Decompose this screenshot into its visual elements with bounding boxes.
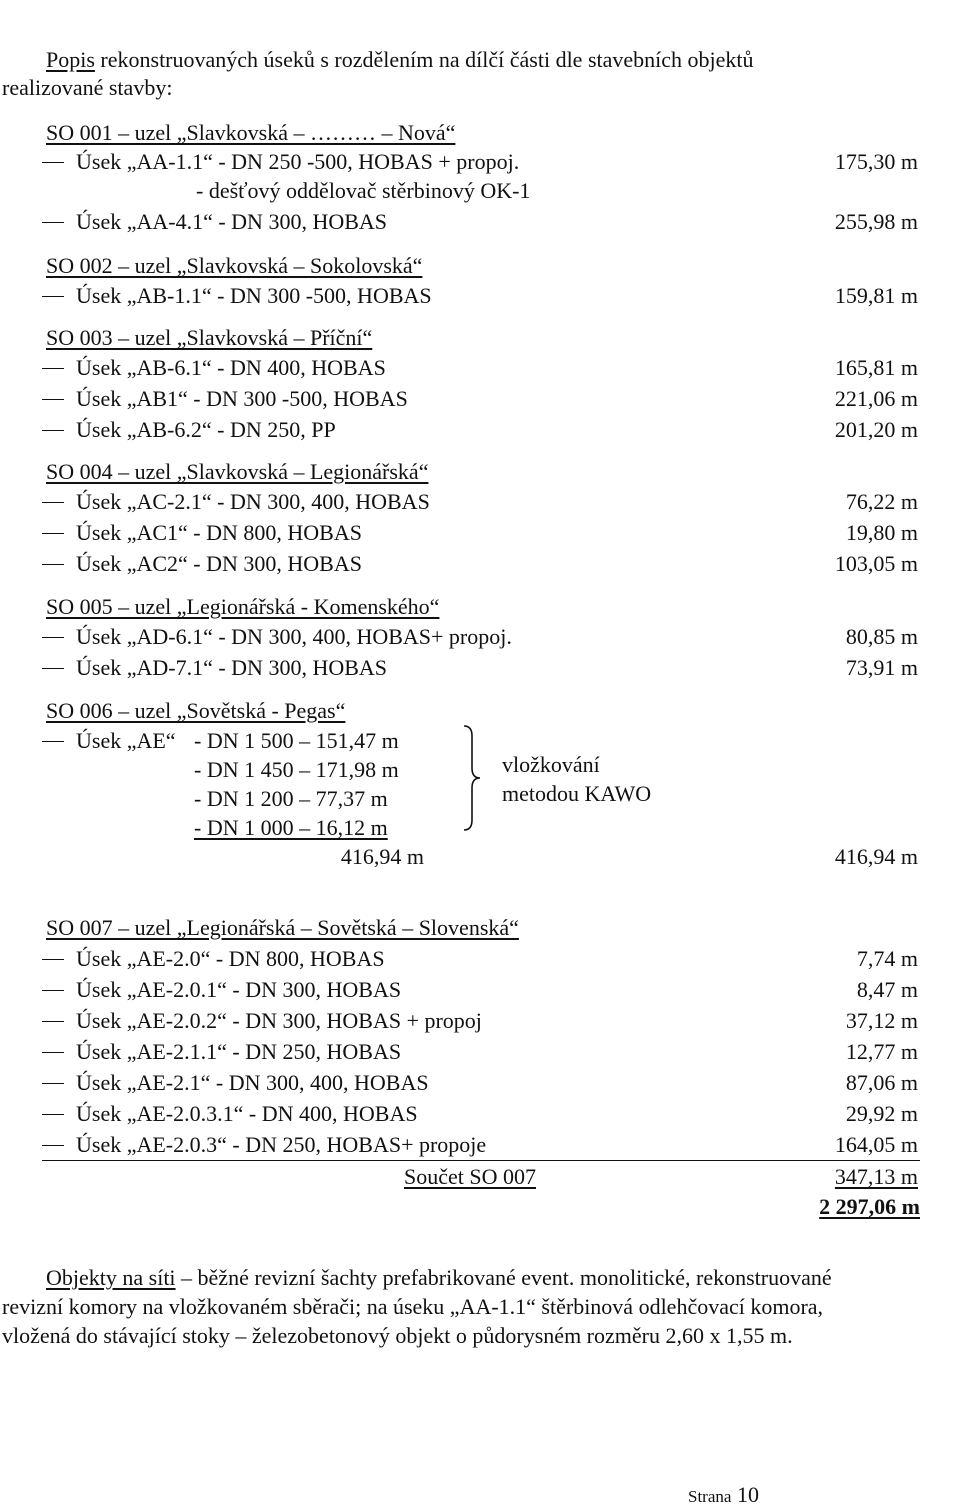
objects-line-1 bbox=[46, 1265, 832, 1291]
bullet-dash bbox=[42, 296, 64, 297]
so007-row-1-label: Úsek „AE-2.0“ - DN 800, HOBAS bbox=[76, 946, 385, 971]
so006-note-line-2: metodou KAWO bbox=[502, 781, 652, 806]
bullet-dash bbox=[42, 1052, 64, 1053]
so006-sub-row-3: - DN 1 200 – 77,37 m bbox=[194, 786, 388, 811]
objects-line-3: vložená do stávající stoky – železobetonový objekt o půdorysném rozměru 2,60 x 1,55 m. bbox=[2, 1323, 793, 1348]
so005-row-1-label: Úsek „AD-6.1“ - DN 300, 400, HOBAS+ propoj. bbox=[76, 624, 512, 649]
so001-heading: SO 001 – uzel „Slavkovská – ……… – Nová“ bbox=[46, 120, 456, 145]
bullet-dash bbox=[42, 430, 64, 431]
so005-row-2-length: 73,91 m bbox=[845, 655, 918, 680]
intro-link-word[interactable]: Popis bbox=[46, 47, 95, 72]
so004-heading: SO 004 – uzel „Slavkovská – Legionářská“ bbox=[46, 459, 429, 484]
page-label: Strana bbox=[688, 1487, 732, 1506]
so004-row-1-label: Úsek „AC-2.1“ - DN 300, 400, HOBAS bbox=[76, 489, 430, 514]
so007-sum-label: Součet SO 007 bbox=[404, 1164, 536, 1189]
so004-row-2-length: 19,80 m bbox=[845, 520, 918, 545]
so007-row-2-length: 8,47 m bbox=[856, 977, 918, 1002]
so005-row-2-label: Úsek „AD-7.1“ - DN 300, HOBAS bbox=[76, 655, 388, 680]
so007-row-1-length: 7,74 m bbox=[856, 946, 918, 971]
so004-row-3-label: Úsek „AC2“ - DN 300, HOBAS bbox=[76, 551, 362, 576]
objects-line-2: revizní komory na vložkovaném sběrači; na úseku „AA-1.1“ štěrbinová odlehčovací komora, bbox=[2, 1294, 824, 1319]
intro-line-2: realizované stavby: bbox=[2, 75, 173, 100]
divider bbox=[42, 1160, 920, 1161]
bullet-dash bbox=[42, 502, 64, 503]
so003-row-2-label: Úsek „AB1“ - DN 300 -500, HOBAS bbox=[76, 386, 408, 411]
bullet-dash bbox=[42, 637, 64, 638]
so006-section-prefix: Úsek „AE“ bbox=[76, 728, 176, 753]
so007-row-5-label: Úsek „AE-2.1“ - DN 300, 400, HOBAS bbox=[76, 1070, 429, 1095]
so006-sub-row-2: - DN 1 450 – 171,98 m bbox=[194, 757, 399, 782]
bullet-dash bbox=[42, 1083, 64, 1084]
so007-heading: SO 007 – uzel „Legionářská – Sovětská – Slovenská“ bbox=[46, 915, 519, 940]
so007-row-7-label: Úsek „AE-2.0.3“ - DN 250, HOBAS+ propoje bbox=[76, 1132, 487, 1157]
so007-row-4-length: 12,77 m bbox=[845, 1039, 918, 1064]
so006-total: 416,94 m bbox=[834, 844, 918, 869]
bullet-dash bbox=[42, 564, 64, 565]
bullet-dash bbox=[42, 668, 64, 669]
bullet-dash bbox=[42, 368, 64, 369]
bullet-dash bbox=[42, 990, 64, 991]
so007-row-4-label: Úsek „AE-2.1.1“ - DN 250, HOBAS bbox=[76, 1039, 402, 1064]
so003-row-1-length: 165,81 m bbox=[834, 355, 918, 380]
so003-row-3-label: Úsek „AB-6.2“ - DN 250, PP bbox=[76, 417, 336, 442]
so004-row-2-label: Úsek „AC1“ - DN 800, HOBAS bbox=[76, 520, 362, 545]
intro-line-1-text: rekonstruovaných úseků s rozdělením na dílčí části dle stavebních objektů bbox=[94, 47, 754, 72]
so007-row-2-label: Úsek „AE-2.0.1“ - DN 300, HOBAS bbox=[76, 977, 402, 1002]
so002-heading: SO 002 – uzel „Slavkovská – Sokolovská“ bbox=[46, 253, 423, 278]
bullet-dash bbox=[42, 399, 64, 400]
so001-row-1-length: 175,30 m bbox=[834, 149, 918, 174]
bullet-dash bbox=[42, 533, 64, 534]
so007-row-7-length: 164,05 m bbox=[834, 1132, 918, 1157]
so006-subtotal: 416,94 m bbox=[340, 844, 424, 869]
so001-row-3-length: 255,98 m bbox=[834, 209, 918, 234]
so007-row-3-length: 37,12 m bbox=[845, 1008, 918, 1033]
objects-link-word[interactable]: Objekty na síti bbox=[46, 1265, 176, 1290]
so003-row-3-length: 201,20 m bbox=[834, 417, 918, 442]
so005-heading: SO 005 – uzel „Legionářská - Komenského“ bbox=[46, 594, 440, 619]
so007-row-6-label: Úsek „AE-2.0.3.1“ - DN 400, HOBAS bbox=[76, 1101, 418, 1126]
so006-sub-row-1: - DN 1 500 – 151,47 m bbox=[194, 728, 399, 753]
so001-row-1-label: Úsek „AA-1.1“ - DN 250 -500, HOBAS + propoj. bbox=[76, 149, 520, 174]
curly-brace-icon bbox=[452, 724, 482, 832]
so005-row-1-length: 80,85 m bbox=[845, 624, 918, 649]
so004-row-1-length: 76,22 m bbox=[845, 489, 918, 514]
so003-heading: SO 003 – uzel „Slavkovská – Příční“ bbox=[46, 325, 373, 350]
so006-sub-row-4: - DN 1 000 – 16,12 m bbox=[194, 815, 388, 840]
bullet-dash bbox=[42, 1114, 64, 1115]
bullet-dash bbox=[42, 162, 64, 163]
so004-row-3-length: 103,05 m bbox=[834, 551, 918, 576]
so007-row-6-length: 29,92 m bbox=[845, 1101, 918, 1126]
so001-row-2-label: - dešťový oddělovač stěrbinový OK-1 bbox=[196, 178, 531, 203]
intro-line-1 bbox=[46, 47, 754, 73]
so007-row-3-label: Úsek „AE-2.0.2“ - DN 300, HOBAS + propoj bbox=[76, 1008, 482, 1033]
bullet-dash bbox=[42, 222, 64, 223]
bullet-dash bbox=[42, 1145, 64, 1146]
so002-row-1-length: 159,81 m bbox=[834, 283, 918, 308]
bullet-dash bbox=[42, 959, 64, 960]
so003-row-1-label: Úsek „AB-6.1“ - DN 400, HOBAS bbox=[76, 355, 386, 380]
grand-total: 2 297,06 m bbox=[819, 1194, 920, 1219]
so006-heading: SO 006 – uzel „Sovětská - Pegas“ bbox=[46, 698, 346, 723]
page-footer bbox=[688, 1482, 759, 1510]
so003-row-2-length: 221,06 m bbox=[834, 386, 918, 411]
page-number: 10 bbox=[736, 1482, 759, 1507]
so002-row-1-label: Úsek „AB-1.1“ - DN 300 -500, HOBAS bbox=[76, 283, 432, 308]
so001-row-3-label: Úsek „AA-4.1“ - DN 300, HOBAS bbox=[76, 209, 388, 234]
objects-line-1-text: – běžné revizní šachty prefabrikované event. monolitické, rekonstruované bbox=[175, 1265, 832, 1290]
so006-note-line-1: vložkování bbox=[502, 752, 600, 777]
so007-row-5-length: 87,06 m bbox=[845, 1070, 918, 1095]
bullet-dash bbox=[42, 1021, 64, 1022]
bullet-dash bbox=[42, 741, 64, 742]
so007-sum-value: 347,13 m bbox=[834, 1164, 918, 1189]
